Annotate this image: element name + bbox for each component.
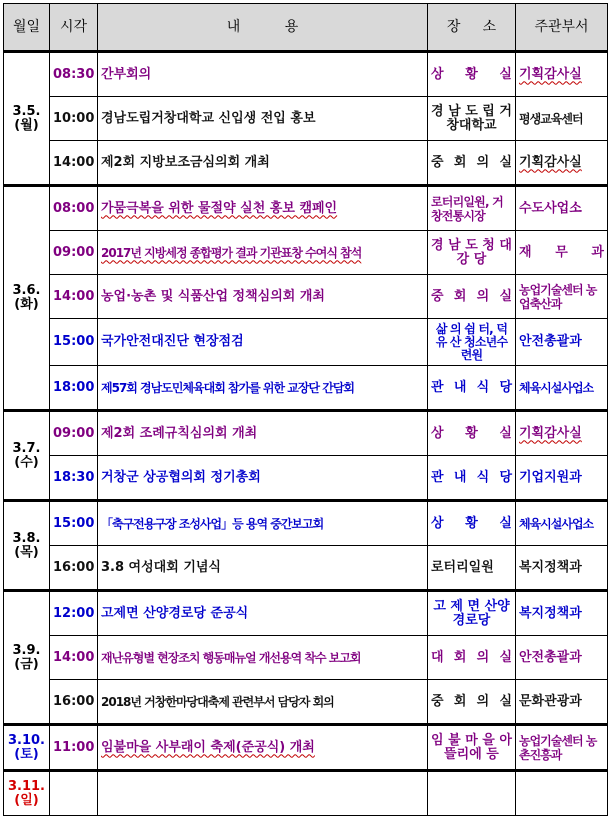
content-cell: 재난유형별 현장조치 행동매뉴얼 개선용역 착수 보고회 xyxy=(98,636,428,680)
place-cell: 상 황 실 xyxy=(428,411,516,456)
content-cell: 제2회 조례규칙심의회 개최 xyxy=(98,411,428,456)
time-cell: 18:00 xyxy=(50,366,98,411)
day-group-0310 xyxy=(4,725,608,771)
time-cell: 09:00 xyxy=(50,411,98,456)
content-cell: 2018년 거창한마당대축제 관련부서 담당자 회의 xyxy=(98,680,428,725)
time-cell: 14:00 xyxy=(50,141,98,186)
day-group-0305 xyxy=(4,52,608,186)
day-group-0307 xyxy=(4,411,608,501)
time-cell: 10:00 xyxy=(50,97,98,141)
table-row xyxy=(4,411,608,456)
place-cell: 중 회 의 실 xyxy=(428,275,516,319)
content-cell: 간부회의 xyxy=(98,52,428,97)
day-weekday: (화) xyxy=(14,297,39,312)
place-cell xyxy=(428,771,516,816)
table-row xyxy=(4,366,608,411)
dept-cell: 안전총괄과 xyxy=(516,636,608,680)
time-cell: 08:00 xyxy=(50,186,98,231)
header-row xyxy=(4,4,608,52)
table-row xyxy=(4,680,608,725)
table-row xyxy=(4,725,608,771)
day-cell xyxy=(4,771,50,816)
content-text: 2017년 지방세정 종합평가 결과 기관표창 수여식 참석 xyxy=(101,245,362,260)
dept-cell: 수도사업소 xyxy=(516,186,608,231)
table-row xyxy=(4,319,608,366)
content-cell: 제57회 경남도민체육대회 참가를 위한 교장단 간담회 xyxy=(98,366,428,411)
day-weekday: (수) xyxy=(14,454,39,470)
dept-cell xyxy=(516,52,608,97)
content-cell xyxy=(98,231,428,275)
place-cell: 경 남 도 청 대 강 당 xyxy=(428,231,516,275)
header-place: 장 소 xyxy=(428,4,516,52)
dept-cell xyxy=(516,411,608,456)
day-cell xyxy=(4,186,50,411)
content-cell xyxy=(98,771,428,816)
content-text: 임불마을 사부래이 축제(준공식) 개최 xyxy=(101,739,315,755)
day-cell xyxy=(4,725,50,771)
dept-cell: 안전총괄과 xyxy=(516,319,608,366)
dept-text: 기획감사실 xyxy=(519,425,582,441)
place-cell: 중 회 의 실 xyxy=(428,141,516,186)
dept-cell: 기업지원과 xyxy=(516,456,608,501)
place-cell: 관 내 식 당 xyxy=(428,366,516,411)
dept-cell: 복지정책과 xyxy=(516,546,608,591)
time-cell: 14:00 xyxy=(50,636,98,680)
dept-cell: 농업기술센터 농업축산과 xyxy=(516,275,608,319)
table-row xyxy=(4,456,608,501)
table-row xyxy=(4,52,608,97)
content-cell: 고제면 산양경로당 준공식 xyxy=(98,591,428,636)
day-date: 3.8. xyxy=(12,530,41,546)
dept-text: 기획감사실 xyxy=(519,66,582,82)
day-weekday: (월) xyxy=(14,117,39,133)
content-cell: 「축구전용구장 조성사업」등 용역 중간보고회 xyxy=(98,501,428,546)
time-cell xyxy=(50,771,98,816)
dept-cell: 평생교육센터 xyxy=(516,97,608,141)
time-cell: 12:00 xyxy=(50,591,98,636)
day-weekday: (일) xyxy=(14,792,39,808)
day-group-0306 xyxy=(4,186,608,411)
time-cell: 09:00 xyxy=(50,231,98,275)
dept-cell: 재 무 과 xyxy=(516,231,608,275)
day-date: 3.11. xyxy=(7,778,45,794)
content-cell: 국가안전대진단 현장점검 xyxy=(98,319,428,366)
table-row xyxy=(4,231,608,275)
place-cell: 관 내 식 당 xyxy=(428,456,516,501)
place-cell: 중 회 의 실 xyxy=(428,680,516,725)
content-cell: 3.8 여성대회 기념식 xyxy=(98,546,428,591)
table-row xyxy=(4,97,608,141)
dept-cell xyxy=(516,141,608,186)
table-row xyxy=(4,546,608,591)
day-date: 3.9. xyxy=(12,642,41,658)
place-cell: 로터리일원, 거창전통시장 xyxy=(428,186,516,231)
dept-cell: 체육시설사업소 xyxy=(516,366,608,411)
table-row xyxy=(4,141,608,186)
header-content: 내 용 xyxy=(98,4,428,52)
dept-cell: 문화관광과 xyxy=(516,680,608,725)
content-text: 가뭄극복을 위한 물절약 실천 홍보 캠페인 xyxy=(101,200,338,216)
day-cell xyxy=(4,501,50,591)
content-cell: 농업·농촌 및 식품산업 정책심의회 개최 xyxy=(98,275,428,319)
place-cell: 대 회 의 실 xyxy=(428,636,516,680)
time-cell: 16:00 xyxy=(50,680,98,725)
day-weekday: (금) xyxy=(14,656,39,672)
place-cell: 상 황 실 xyxy=(428,52,516,97)
content-cell xyxy=(98,725,428,771)
day-group-0311 xyxy=(4,771,608,816)
place-cell: 임 불 마 을 아뜰리에 등 xyxy=(428,725,516,771)
table-row xyxy=(4,501,608,546)
day-group-0308 xyxy=(4,501,608,591)
content-cell: 제2회 지방보조금심의회 개최 xyxy=(98,141,428,186)
content-cell xyxy=(98,186,428,231)
header-day: 월일 xyxy=(4,4,50,52)
place-cell: 경 남 도 립 거창대학교 xyxy=(428,97,516,141)
dept-cell: 복지정책과 xyxy=(516,591,608,636)
table-row xyxy=(4,771,608,816)
dept-cell: 체육시설사업소 xyxy=(516,501,608,546)
place-cell: 고 제 면 산양경로당 xyxy=(428,591,516,636)
place-cell: 로터리일원 xyxy=(428,546,516,591)
time-cell: 18:30 xyxy=(50,456,98,501)
header-time: 시각 xyxy=(50,4,98,52)
content-cell: 경남도립거창대학교 신입생 전입 홍보 xyxy=(98,97,428,141)
time-cell: 16:00 xyxy=(50,546,98,591)
day-cell xyxy=(4,411,50,501)
time-cell: 08:30 xyxy=(50,52,98,97)
time-cell: 14:00 xyxy=(50,275,98,319)
day-date: 3.5. xyxy=(12,103,41,119)
day-cell xyxy=(4,52,50,186)
day-cell xyxy=(4,591,50,725)
day-group-0309 xyxy=(4,591,608,725)
time-cell: 11:00 xyxy=(50,725,98,771)
day-weekday: (토) xyxy=(14,746,39,762)
time-cell: 15:00 xyxy=(50,319,98,366)
day-date: 3.6. xyxy=(12,283,41,298)
place-cell: 삶 의 쉼 터, 덕 유 산 청소년수련원 xyxy=(428,319,516,366)
place-cell: 상 황 실 xyxy=(428,501,516,546)
dept-text: 기획감사실 xyxy=(519,154,582,170)
time-cell: 15:00 xyxy=(50,501,98,546)
table-row xyxy=(4,636,608,680)
table-row xyxy=(4,591,608,636)
table-row xyxy=(4,275,608,319)
day-date: 3.7. xyxy=(12,440,41,456)
dept-cell: 농업기술센터 농촌진흥과 xyxy=(516,725,608,771)
day-weekday: (목) xyxy=(14,544,39,560)
dept-cell xyxy=(516,771,608,816)
table-row xyxy=(4,186,608,231)
header-dept: 주관부서 xyxy=(516,4,608,52)
day-date: 3.10. xyxy=(7,732,45,748)
schedule-table xyxy=(3,3,608,816)
content-cell: 거창군 상공협의회 정기총회 xyxy=(98,456,428,501)
